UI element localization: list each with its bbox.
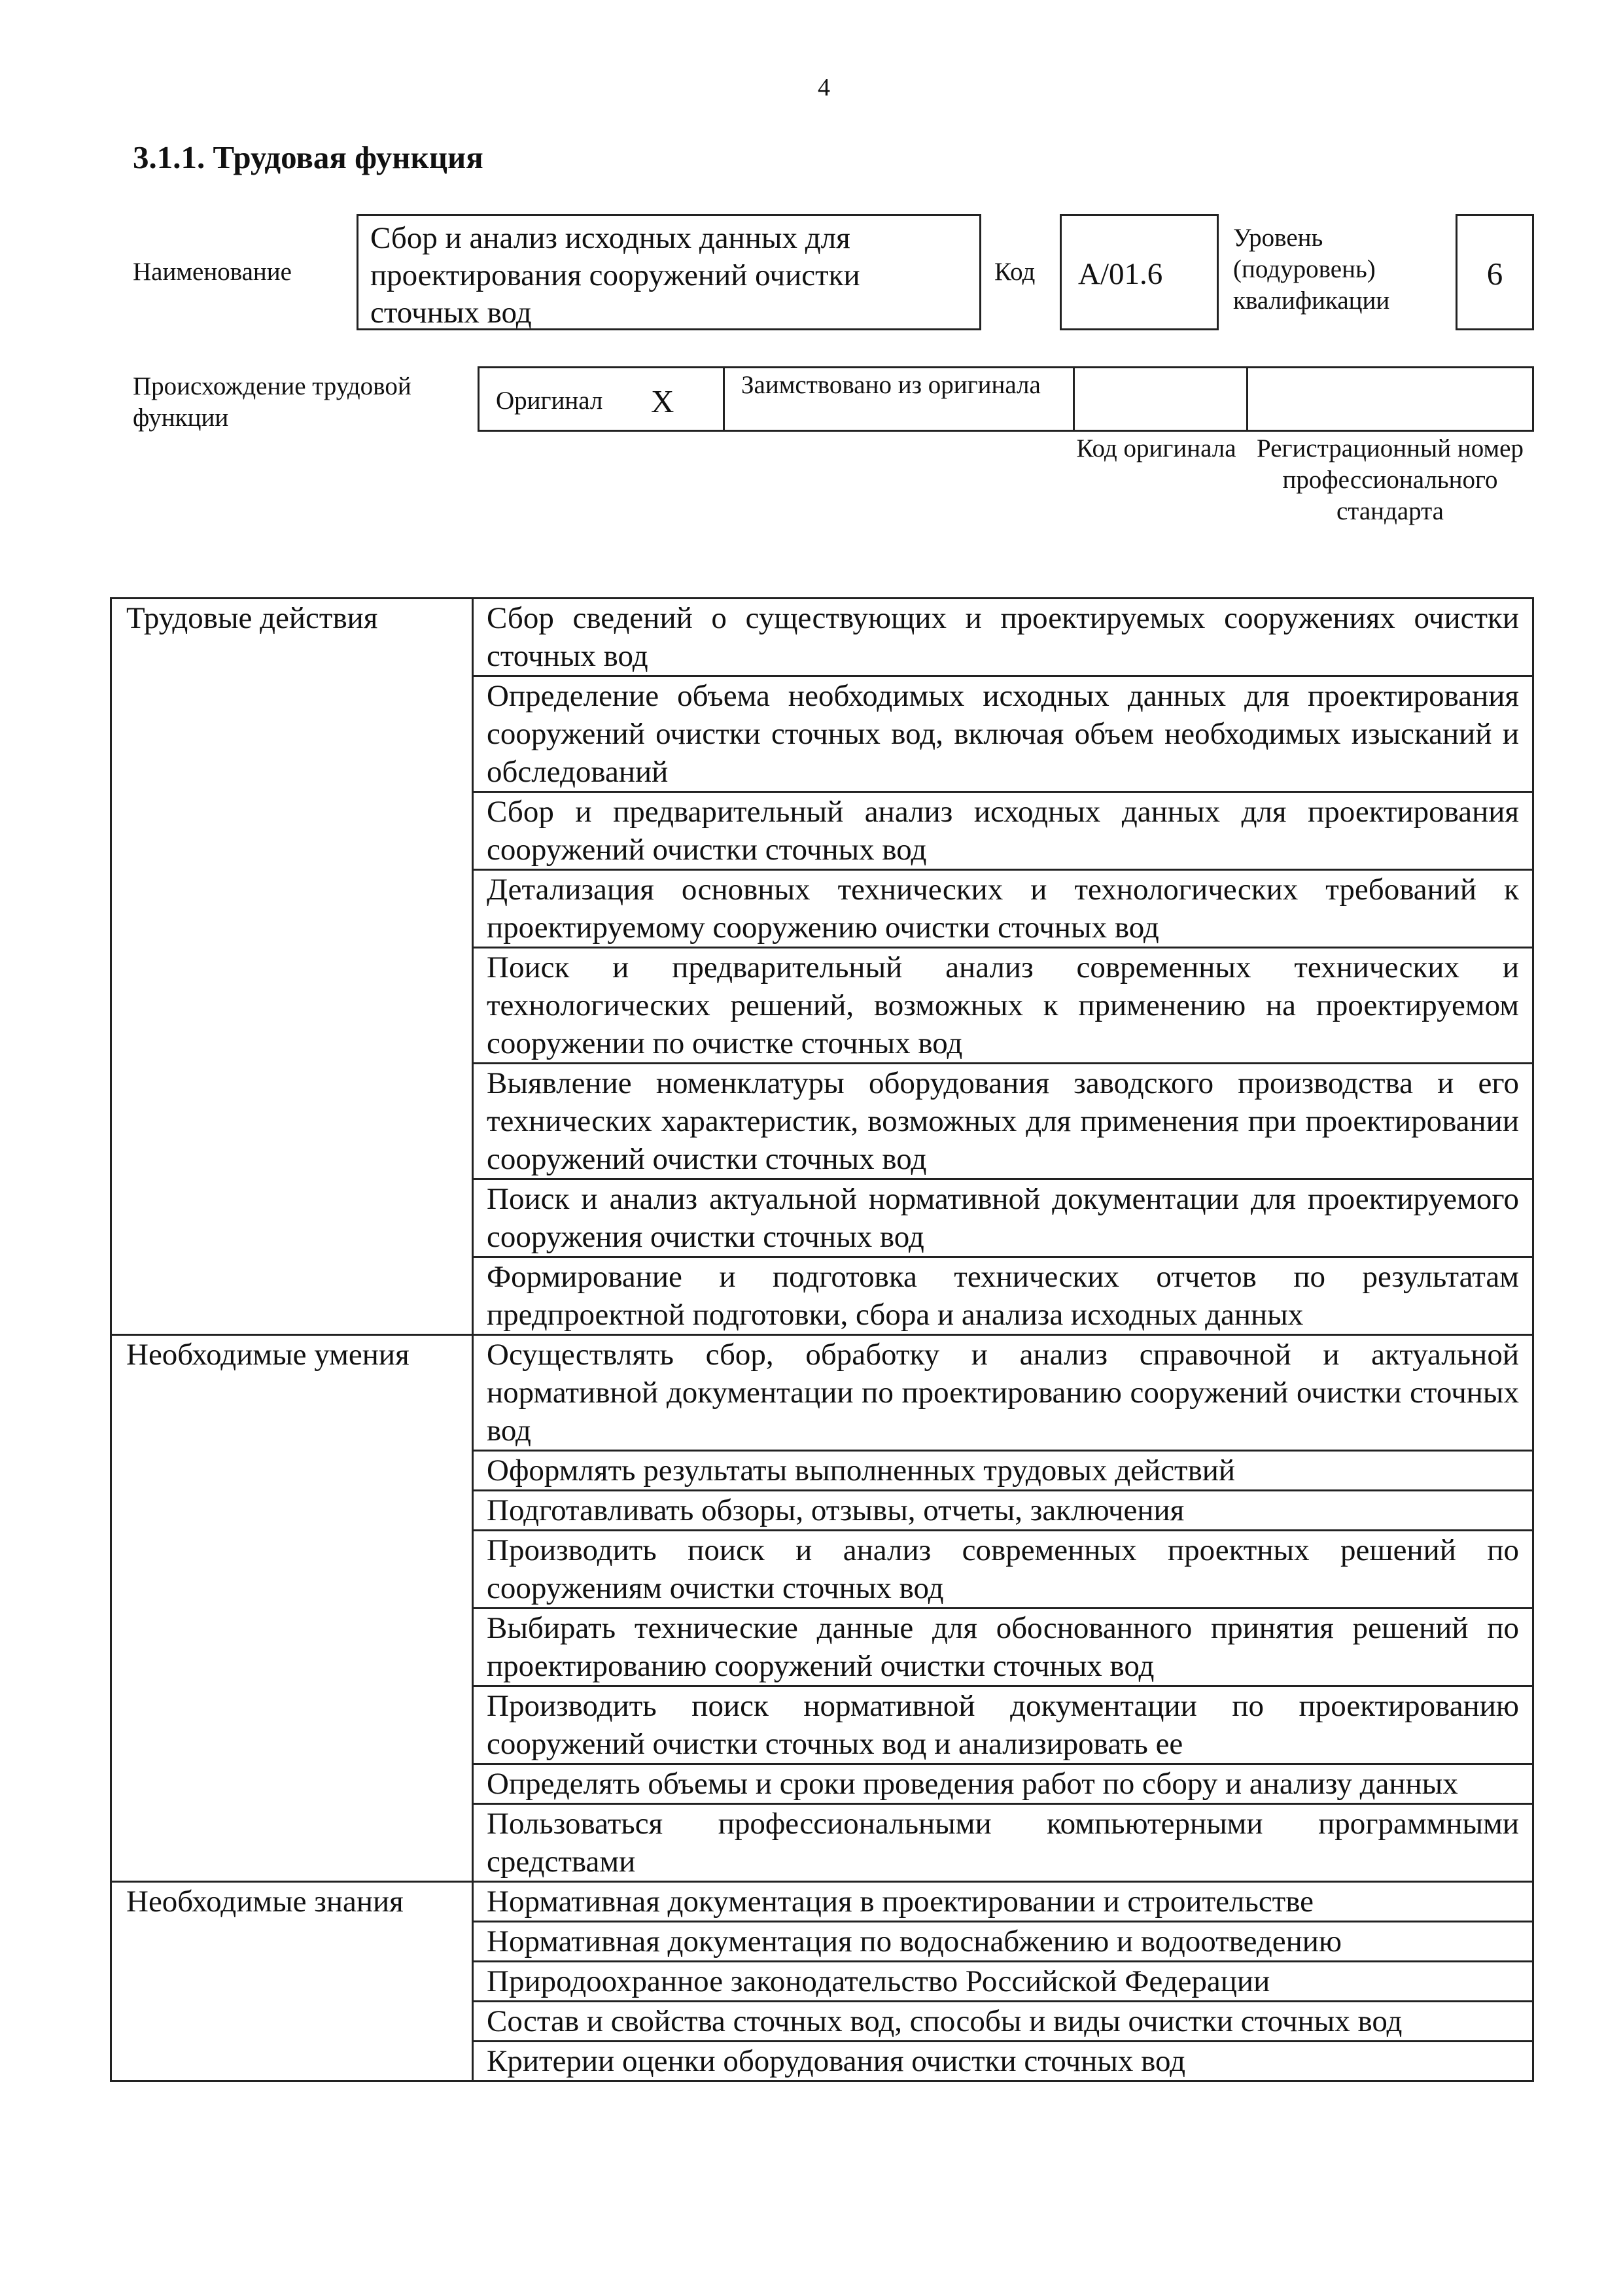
skill-item: Определять объемы и сроки проведения работ по сбору и анализу данных [473, 1764, 1533, 1804]
skill-item: Оформлять результаты выполненных трудовых действий [473, 1451, 1533, 1491]
borrowed-label: Заимствовано из оригинала [741, 371, 1041, 399]
category-skill: Необходимые умения [111, 1335, 473, 1882]
knowledge-item: Нормативная документация по водоснабжению и водоотведению [473, 1922, 1533, 1962]
skill-item: Производить поиск и анализ современных проектных решений по сооружениям очистки сточных вод [473, 1531, 1533, 1609]
origin-label-text: Происхождение трудовой функции [133, 372, 411, 432]
function-table [110, 597, 1534, 2082]
level-label-text: Уровень (подуровень) квалификации [1233, 224, 1390, 315]
knowledge-item: Состав и свойства сточных вод, способы и виды очистки сточных вод [473, 2002, 1533, 2042]
category-action: Трудовые действия [111, 599, 473, 1335]
table-row [111, 599, 1533, 676]
action-item: Определение объема необходимых исходных данных для проектирования сооружений очистки сточных вод, включая объем необходимых изысканий и обследований [473, 676, 1533, 792]
action-item: Формирование и подготовка технических отчетов по результатам предпроектной подготовки, сбора и анализа исходных данных [473, 1257, 1533, 1335]
origin-reg-number-cell [1248, 368, 1532, 430]
reg-number-caption: Регистрационный номер профессионального стандарта [1257, 434, 1524, 525]
knowledge-item: Природоохранное законодательство Российской Федерации [473, 1962, 1533, 2002]
origin-original-cell [480, 368, 725, 430]
action-item: Сбор и предварительный анализ исходных данных для проектирования сооружений очистки сточных вод [473, 792, 1533, 870]
action-item: Поиск и предварительный анализ современных технических и технологических решений, возможных к применению на проектируемом сооружении по очистке сточных вод [473, 948, 1533, 1064]
origin-code-cell [1075, 368, 1248, 430]
code-caption: Код оригинала [1076, 434, 1236, 462]
skill-item: Осуществлять сбор, обработку и анализ справочной и актуальной нормативной документации по проектированию сооружений очистки сточных вод [473, 1335, 1533, 1451]
action-item: Выявление номенклатуры оборудования заводского производства и его технических характеристик, возможных для применения при проектировании сооружений очистки сточных вод [473, 1064, 1533, 1179]
origin-label [133, 371, 460, 434]
action-item: Сбор сведений о существующих и проектируемых сооружениях очистки сточных вод [473, 599, 1533, 676]
table-row [111, 1335, 1533, 1451]
skill-item: Производить поиск нормативной документации по проектированию сооружений очистки сточных вод и анализировать ее [473, 1686, 1533, 1764]
code-value-box: A/01.6 [1060, 214, 1219, 330]
original-mark: X [651, 383, 674, 419]
knowledge-item: Нормативная документация в проектировании и строительстве [473, 1882, 1533, 1922]
original-label: Оригинал [496, 387, 603, 415]
skill-item: Подготавливать обзоры, отзывы, отчеты, заключения [473, 1491, 1533, 1531]
action-item: Поиск и анализ актуальной нормативной документации для проектируемого сооружения очистки сточных вод [473, 1179, 1533, 1257]
origin-row [478, 366, 1534, 432]
table-row [111, 1882, 1533, 1922]
category-knowledge: Необходимые знания [111, 1882, 473, 2081]
page-number: 4 [818, 74, 830, 101]
skill-item: Выбирать технические данные для обоснованного принятия решений по проектированию сооружений очистки сточных вод [473, 1609, 1533, 1686]
code-label: Код [994, 258, 1036, 286]
origin-borrowed-cell [725, 368, 1075, 430]
skill-item: Пользоваться профессиональными компьютерными программными средствами [473, 1804, 1533, 1882]
action-item: Детализация основных технических и технологических требований к проектируемому сооружению очистки сточных вод [473, 870, 1533, 948]
name-value-box: Сбор и анализ исходных данных для проектирования сооружений очистки сточных вод [357, 214, 981, 330]
level-value-box: 6 [1456, 214, 1534, 330]
level-label [1233, 222, 1436, 317]
name-label: Наименование [133, 258, 292, 286]
section-heading: 3.1.1. Трудовая функция [133, 139, 483, 175]
knowledge-item: Критерии оценки оборудования очистки сточных вод [473, 2042, 1533, 2081]
